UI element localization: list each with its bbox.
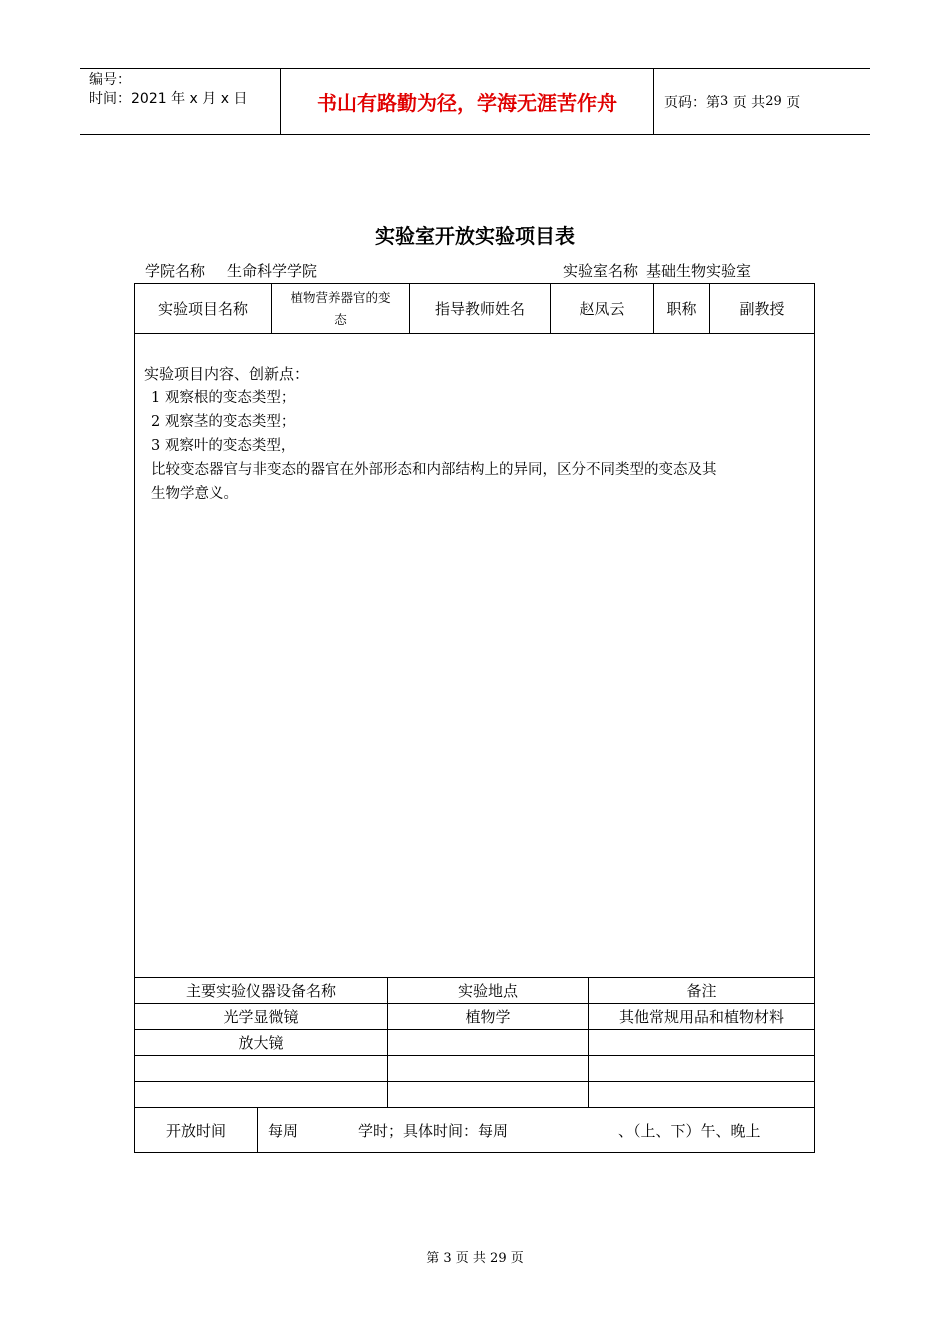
table-row <box>135 1030 814 1056</box>
open-time-hours: 学时；具体时间：每周 <box>358 1121 509 1140</box>
number-label: 编号： <box>89 72 131 88</box>
open-time-period: 、（上、下）午、晚上 <box>618 1121 761 1140</box>
page-current: 3 <box>720 94 729 109</box>
remarks-cell: 其他常规用品和植物材料 <box>618 1008 784 1026</box>
content-line: 比较变态器官与非变态的器官在外部形态和内部结构上的异同，区分不同类型的变态及其 <box>151 462 717 478</box>
lab-label: 实验室名称 <box>563 262 639 280</box>
remarks-cell <box>589 1056 814 1081</box>
location-header: 实验地点 <box>388 978 589 1003</box>
header-meta <box>80 69 281 134</box>
lab-info <box>563 260 751 281</box>
header-page-number: 页码：第 3 页 共 29 页 <box>664 94 801 111</box>
college-value: 生命科学学院 <box>227 262 318 280</box>
college-info <box>145 260 317 281</box>
content-line: 1 观察根的变态类型； <box>151 390 296 406</box>
location-cell <box>388 1056 589 1081</box>
project-table <box>134 283 815 1153</box>
title-label: 职称 <box>654 284 710 333</box>
time-label: 时间：2021 年 x 月 x 日 <box>89 91 248 107</box>
content-label: 实验项目内容、创新点： <box>144 365 310 383</box>
header-motto: 书山有路勤为径，学海无涯苦作舟 <box>281 69 654 134</box>
content-line: 生物学意义。 <box>151 486 238 502</box>
table-row <box>135 1004 814 1030</box>
open-time-week: 每周 <box>268 1121 299 1140</box>
title-value: 副教授 <box>739 300 785 318</box>
equipment-header-row <box>135 978 814 1004</box>
teacher-name-label: 指导教师姓名 <box>410 284 551 333</box>
open-time-label: 开放时间 <box>135 1108 258 1152</box>
page-footer: 第 3 页 共 29 页 <box>426 1251 524 1266</box>
equipment-header: 主要实验仪器设备名称 <box>135 978 388 1003</box>
location-cell: 植物学 <box>388 1004 589 1029</box>
remarks-cell <box>589 1030 814 1055</box>
teacher-name-value: 赵凤云 <box>551 284 654 333</box>
table-row <box>135 1082 814 1108</box>
college-label: 学院名称 <box>145 262 206 280</box>
project-name-label: 实验项目名称 <box>135 284 272 333</box>
equipment-cell <box>135 1082 388 1107</box>
open-time-value <box>258 1108 814 1152</box>
open-time-row <box>135 1108 814 1152</box>
location-cell <box>388 1030 589 1055</box>
content-line: 3 观察叶的变态类型， <box>151 438 296 454</box>
remarks-cell <box>589 1082 814 1107</box>
page-header <box>80 68 870 135</box>
document-title: 实验室开放实验项目表 <box>375 224 575 248</box>
location-cell <box>388 1082 589 1107</box>
equipment-cell: 放大镜 <box>135 1030 388 1055</box>
content-line: 2 观察茎的变态类型； <box>151 414 296 430</box>
page-total: 29 <box>765 94 782 109</box>
equipment-cell <box>135 1056 388 1081</box>
table-row <box>135 1056 814 1082</box>
equipment-cell: 光学显微镜 <box>135 1004 388 1029</box>
lab-value: 基础生物实验室 <box>646 262 752 280</box>
project-content <box>135 334 814 978</box>
project-info-row <box>135 284 814 334</box>
project-name-value: 植物营养器官的变 态 <box>272 284 410 333</box>
remarks-header: 备注 <box>686 982 717 1000</box>
